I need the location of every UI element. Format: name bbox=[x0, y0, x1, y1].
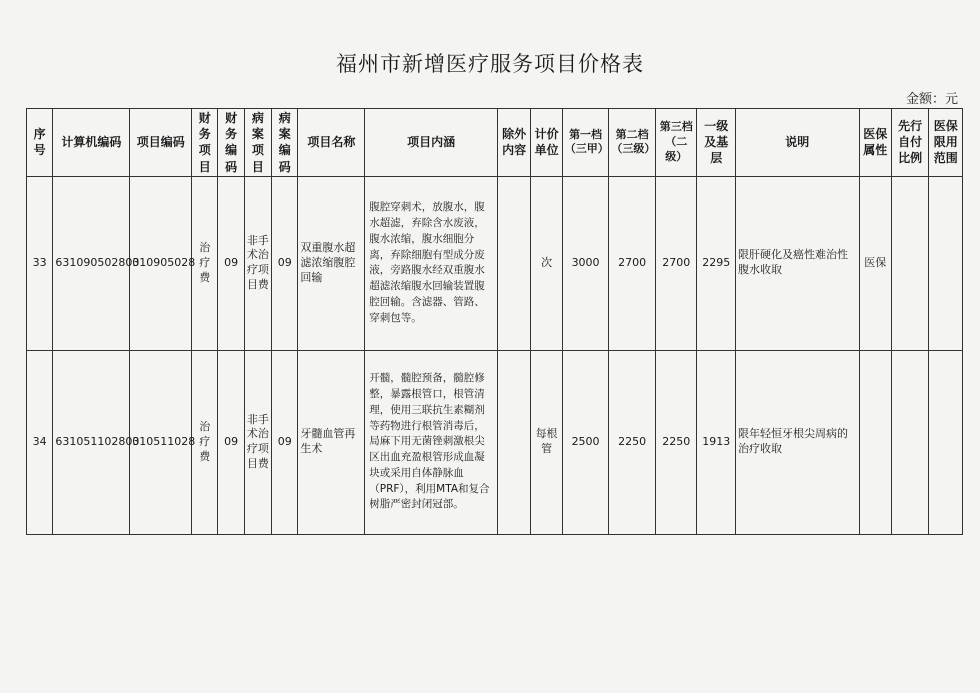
cell-tier1: 2500 bbox=[562, 350, 609, 534]
cell-computer-code: 631051102800 bbox=[53, 350, 130, 534]
header-note: 说明 bbox=[735, 109, 859, 177]
cell-note: 限年轻恒牙根尖周病的治疗收取 bbox=[735, 350, 859, 534]
header-tier4: 一级及基层 bbox=[697, 109, 735, 177]
cell-unit: 次 bbox=[531, 176, 562, 350]
cell-self-pay bbox=[891, 350, 928, 534]
currency-unit: 金额：元 bbox=[905, 92, 958, 107]
cell-seq: 33 bbox=[27, 176, 53, 350]
header-row bbox=[27, 109, 963, 177]
cell-case-code: 09 bbox=[272, 350, 298, 534]
header-item-content: 项目内涵 bbox=[365, 109, 498, 177]
cell-tier2: 2700 bbox=[609, 176, 656, 350]
page-title: 福州市新增医疗服务项目价格表 bbox=[336, 52, 644, 76]
cell-case-item: 非手术治疗项目费 bbox=[244, 176, 271, 350]
header-finance-item: 财务项目 bbox=[192, 109, 218, 177]
cell-item-name: 双重腹水超滤浓缩腹腔回输 bbox=[298, 176, 365, 350]
header-insurance: 医保属性 bbox=[859, 109, 891, 177]
cell-tier3: 2700 bbox=[655, 176, 697, 350]
cell-note: 限肝硬化及癌性难治性腹水收取 bbox=[735, 176, 859, 350]
cell-case-code: 09 bbox=[272, 176, 298, 350]
cell-item-content: 腹腔穿刺术，放腹水，腹水超滤，弃除含水废液，腹水浓缩，腹水细胞分离，弃除细胞有型成分废液，旁路腹水经双重腹水超滤浓缩腹水回输装置腹腔回输。含滤器、管路、穿刺包等。 bbox=[365, 176, 498, 350]
cell-tier4: 2295 bbox=[697, 176, 735, 350]
header-tier3: 第三档（二级） bbox=[655, 109, 697, 177]
price-table bbox=[26, 108, 963, 535]
cell-insurance bbox=[859, 350, 891, 534]
cell-tier3: 2250 bbox=[655, 350, 697, 534]
header-computer-code: 计算机编码 bbox=[53, 109, 130, 177]
cell-scope bbox=[929, 176, 963, 350]
table-row bbox=[27, 350, 963, 534]
cell-tier1: 3000 bbox=[562, 176, 609, 350]
header-item-name: 项目名称 bbox=[298, 109, 365, 177]
header-seq: 序号 bbox=[27, 109, 53, 177]
header-finance-code: 财务编码 bbox=[218, 109, 244, 177]
cell-item-code: 310511028 bbox=[130, 350, 192, 534]
table-row bbox=[27, 176, 963, 350]
header-tier2: 第二档（三级） bbox=[609, 109, 656, 177]
cell-finance-item: 治疗费 bbox=[192, 176, 218, 350]
cell-computer-code: 631090502800 bbox=[53, 176, 130, 350]
cell-exclude bbox=[497, 176, 530, 350]
cell-item-content: 开髓，髓腔预备，髓腔修整，暴露根管口，根管清理，使用三联抗生素糊剂等药物进行根管消毒后，局麻下用无菌锉刺激根尖区出血充盈根管形成血凝块或采用自体静脉血（PRF），利用MTA和复合树脂严密封闭冠部。 bbox=[365, 350, 498, 534]
header-unit: 计价单位 bbox=[531, 109, 562, 177]
header-item-code: 项目编码 bbox=[130, 109, 192, 177]
cell-item-name: 牙髓血管再生术 bbox=[298, 350, 365, 534]
header-self-pay: 先行自付比例 bbox=[891, 109, 928, 177]
cell-scope bbox=[929, 350, 963, 534]
cell-finance-item: 治疗费 bbox=[192, 350, 218, 534]
header-case-item: 病案项目 bbox=[244, 109, 271, 177]
cell-exclude bbox=[497, 350, 530, 534]
cell-finance-code: 09 bbox=[218, 350, 244, 534]
cell-self-pay bbox=[891, 176, 928, 350]
cell-case-item: 非手术治疗项目费 bbox=[244, 350, 271, 534]
cell-tier4: 1913 bbox=[697, 350, 735, 534]
cell-finance-code: 09 bbox=[218, 176, 244, 350]
cell-item-code: 310905028 bbox=[130, 176, 192, 350]
header-scope: 医保限用范围 bbox=[929, 109, 963, 177]
cell-tier2: 2250 bbox=[609, 350, 656, 534]
cell-unit: 每根管 bbox=[531, 350, 562, 534]
header-tier1: 第一档（三甲） bbox=[562, 109, 609, 177]
cell-insurance: 医保 bbox=[859, 176, 891, 350]
cell-seq: 34 bbox=[27, 350, 53, 534]
header-case-code: 病案编码 bbox=[272, 109, 298, 177]
header-exclude: 除外内容 bbox=[497, 109, 530, 177]
